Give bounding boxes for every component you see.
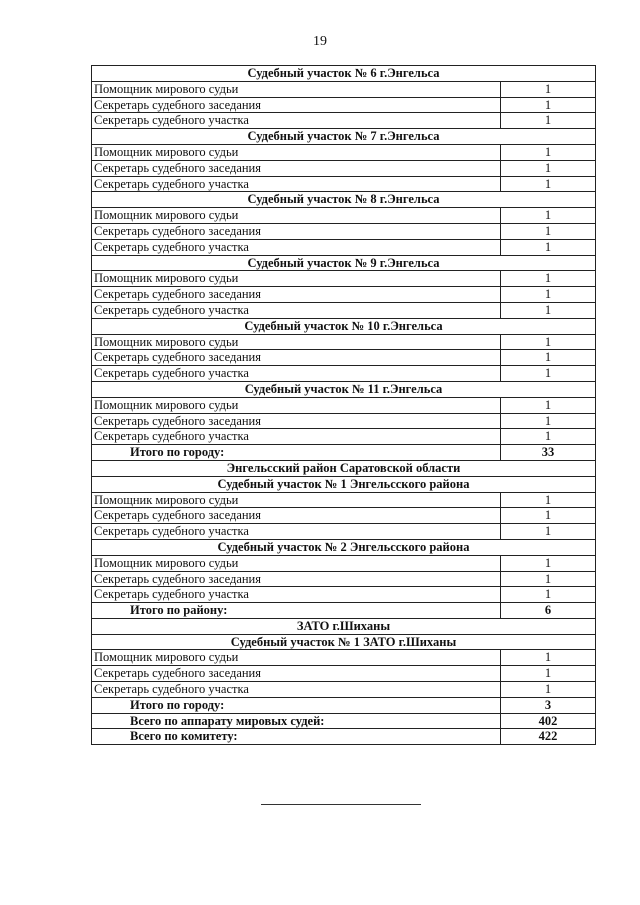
position-name: Секретарь судебного участка [92,366,501,382]
position-name: Помощник мирового судьи [92,81,501,97]
staff-table [91,65,596,745]
position-row [92,666,596,682]
total-value: 3 [501,697,596,713]
position-count: 1 [501,571,596,587]
total-row [92,729,596,745]
position-name: Секретарь судебного заседания [92,160,501,176]
position-count: 1 [501,366,596,382]
section-title: Судебный участок № 1 Энгельсского района [92,476,596,492]
position-name: Секретарь судебного участка [92,113,501,129]
position-name: Секретарь судебного заседания [92,223,501,239]
position-name: Секретарь судебного участка [92,682,501,698]
position-name: Секретарь судебного участка [92,239,501,255]
position-count: 1 [501,97,596,113]
position-name: Помощник мирового судьи [92,271,501,287]
position-count: 1 [501,113,596,129]
position-row [92,271,596,287]
section-title: Судебный участок № 7 г.Энгельса [92,129,596,145]
position-count: 1 [501,666,596,682]
position-count: 1 [501,508,596,524]
position-count: 1 [501,239,596,255]
position-row [92,571,596,587]
position-count: 1 [501,350,596,366]
position-name: Помощник мирового судьи [92,208,501,224]
position-name: Помощник мирового судьи [92,397,501,413]
end-of-document-rule [261,804,421,805]
position-row [92,113,596,129]
position-name: Помощник мирового судьи [92,492,501,508]
position-name: Секретарь судебного заседания [92,97,501,113]
position-row [92,397,596,413]
position-count: 1 [501,223,596,239]
position-row [92,413,596,429]
position-name: Секретарь судебного заседания [92,350,501,366]
section-header-row [92,318,596,334]
position-row [92,176,596,192]
section-header-row [92,129,596,145]
position-row [92,366,596,382]
position-name: Секретарь судебного заседания [92,287,501,303]
section-header-row [92,66,596,82]
position-row [92,160,596,176]
total-label: Итого по району: [92,603,501,619]
section-title: Судебный участок № 11 г.Энгельса [92,381,596,397]
position-count: 1 [501,271,596,287]
total-row [92,603,596,619]
position-count: 1 [501,144,596,160]
position-row [92,223,596,239]
position-count: 1 [501,429,596,445]
position-count: 1 [501,397,596,413]
position-row [92,650,596,666]
position-row [92,208,596,224]
total-value: 422 [501,729,596,745]
section-header-row [92,618,596,634]
position-row [92,429,596,445]
section-title: Судебный участок № 10 г.Энгельса [92,318,596,334]
page-number: 19 [313,34,327,49]
section-title: Судебный участок № 2 Энгельсского района [92,539,596,555]
staff-table-body [92,66,596,745]
position-row [92,287,596,303]
position-name: Помощник мирового судьи [92,144,501,160]
total-value: 33 [501,445,596,461]
position-row [92,524,596,540]
position-row [92,682,596,698]
section-title: Судебный участок № 6 г.Энгельса [92,66,596,82]
position-count: 1 [501,492,596,508]
section-header-row [92,539,596,555]
section-header-row [92,460,596,476]
position-count: 1 [501,650,596,666]
position-count: 1 [501,176,596,192]
position-name: Секретарь судебного участка [92,176,501,192]
position-row [92,587,596,603]
section-header-row [92,476,596,492]
total-label: Итого по городу: [92,445,501,461]
position-row [92,302,596,318]
position-name: Помощник мирового судьи [92,555,501,571]
position-row [92,144,596,160]
position-name: Секретарь судебного участка [92,302,501,318]
position-name: Секретарь судебного заседания [92,413,501,429]
position-row [92,97,596,113]
position-count: 1 [501,208,596,224]
position-row [92,334,596,350]
position-count: 1 [501,413,596,429]
position-name: Помощник мирового судьи [92,650,501,666]
section-header-row [92,192,596,208]
section-title: Судебный участок № 8 г.Энгельса [92,192,596,208]
total-value: 6 [501,603,596,619]
total-row [92,713,596,729]
position-count: 1 [501,81,596,97]
position-name: Секретарь судебного заседания [92,571,501,587]
position-name: Секретарь судебного участка [92,429,501,445]
position-count: 1 [501,334,596,350]
position-row [92,492,596,508]
position-count: 1 [501,160,596,176]
position-row [92,350,596,366]
position-count: 1 [501,302,596,318]
position-row [92,81,596,97]
position-name: Секретарь судебного заседания [92,508,501,524]
total-row [92,697,596,713]
total-label: Всего по комитету: [92,729,501,745]
total-value: 402 [501,713,596,729]
total-row [92,445,596,461]
position-name: Секретарь судебного участка [92,524,501,540]
section-title: Судебный участок № 1 ЗАТО г.Шиханы [92,634,596,650]
total-label: Итого по городу: [92,697,501,713]
section-title: Энгельсский район Саратовской области [92,460,596,476]
section-header-row [92,634,596,650]
section-header-row [92,381,596,397]
total-label: Всего по аппарату мировых судей: [92,713,501,729]
position-name: Секретарь судебного участка [92,587,501,603]
position-name: Помощник мирового судьи [92,334,501,350]
position-count: 1 [501,524,596,540]
position-count: 1 [501,555,596,571]
position-count: 1 [501,682,596,698]
section-title: Судебный участок № 9 г.Энгельса [92,255,596,271]
position-count: 1 [501,587,596,603]
section-title: ЗАТО г.Шиханы [92,618,596,634]
position-count: 1 [501,287,596,303]
position-row [92,239,596,255]
section-header-row [92,255,596,271]
position-row [92,555,596,571]
position-name: Секретарь судебного заседания [92,666,501,682]
position-row [92,508,596,524]
